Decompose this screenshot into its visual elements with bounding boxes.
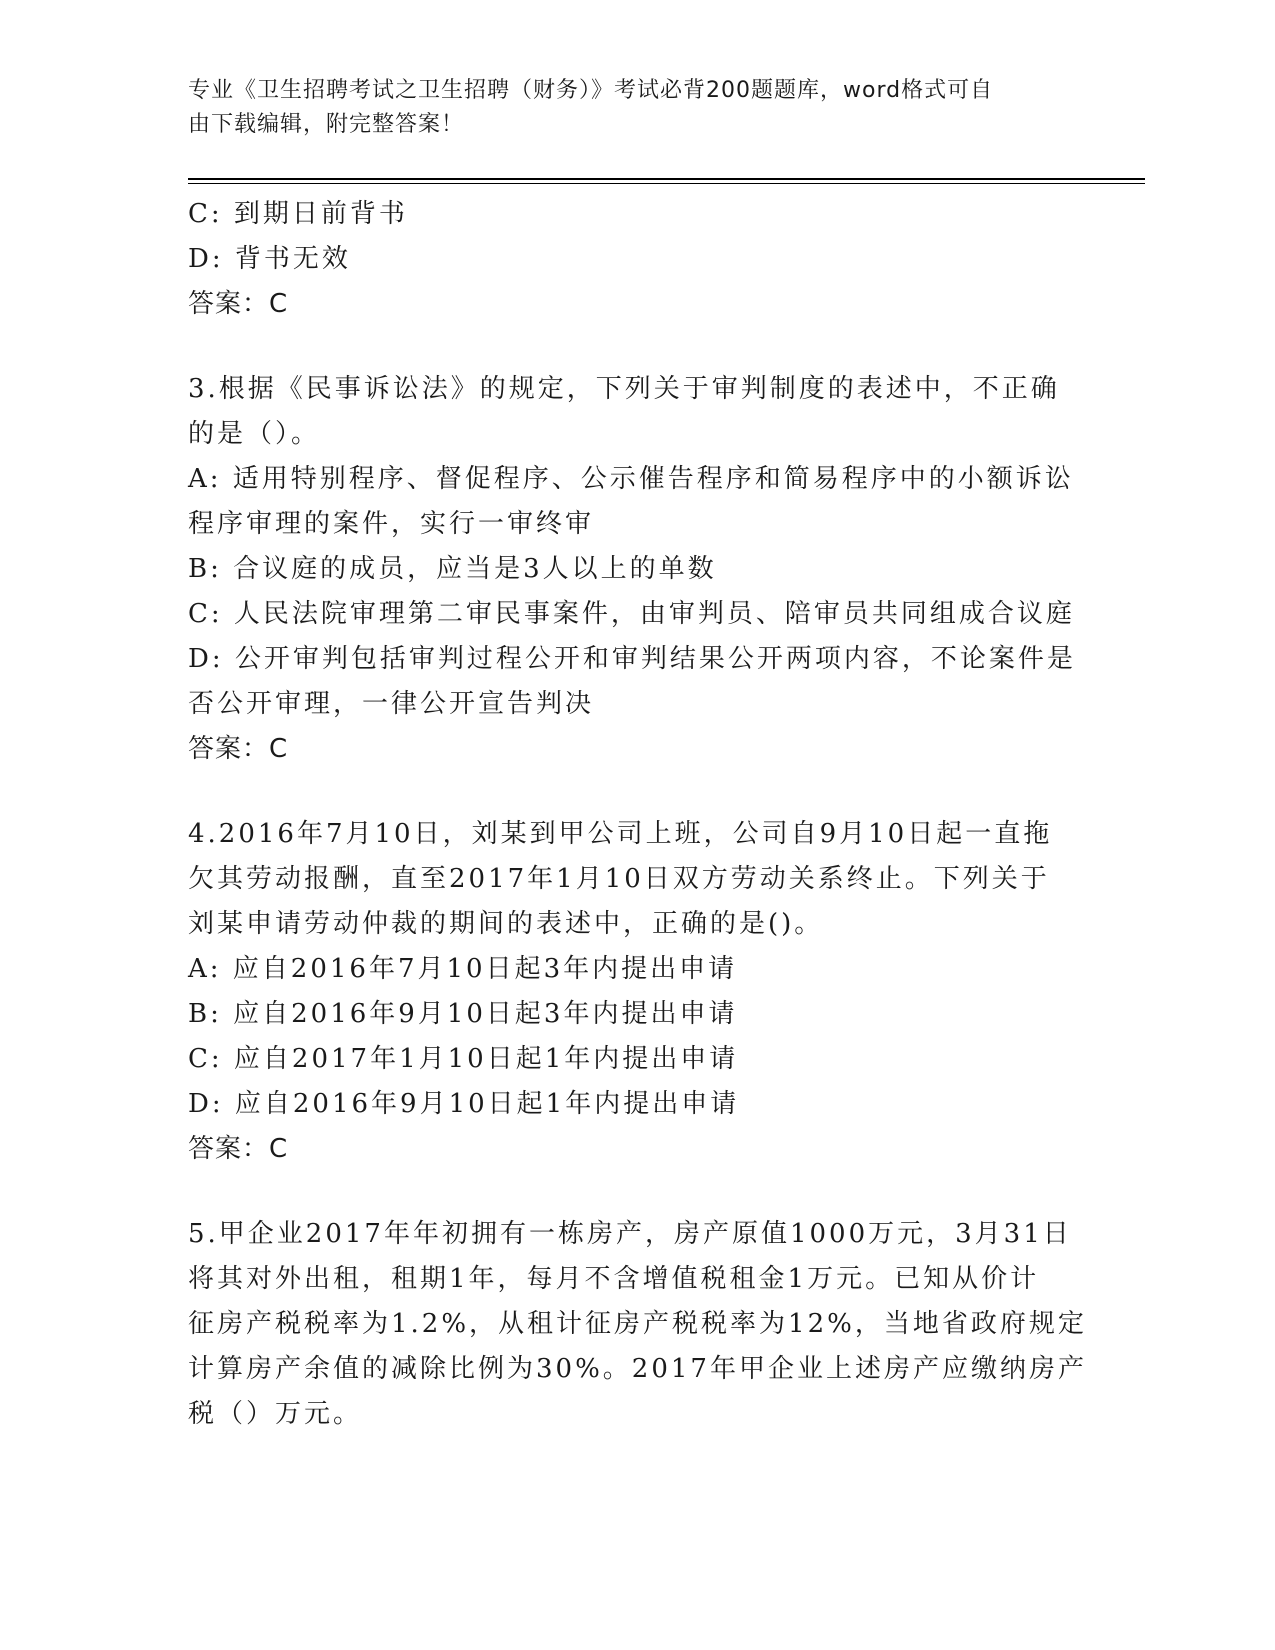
option-d: D: 应自2016年9月10日起1年内提出申请 [188, 1089, 740, 1119]
option-c: C: 应自2017年1月10日起1年内提出申请 [188, 1044, 739, 1074]
answer: 答案：C [188, 1134, 289, 1164]
option-b: B: 应自2016年9月10日起3年内提出申请 [188, 999, 738, 1029]
option-c: C: 到期日前背书 [188, 199, 408, 229]
question-4 [188, 812, 1068, 1172]
question-stem: 的是（）。 [188, 419, 321, 449]
option-b: B: 合议庭的成员，应当是3人以上的单数 [188, 554, 717, 584]
answer: 答案：C [188, 734, 289, 764]
question-5 [188, 1212, 1087, 1437]
question-stem: 计算房产余值的减除比例为30%。2017年甲企业上述房产应缴纳房产 [188, 1354, 1087, 1384]
option-a: 程序审理的案件，实行一审终审 [188, 509, 595, 539]
question-stem: 欠其劳动报酬，直至2017年1月10日双方劳动关系终止。下列关于 [188, 864, 1050, 894]
option-a: A: 适用特别程序、督促程序、公示催告程序和简易程序中的小额诉讼 [188, 464, 1074, 494]
option-c: C: 人民法院审理第二审民事案件，由审判员、陪审员共同组成合议庭 [188, 599, 1075, 629]
page-header [188, 74, 1068, 142]
question-stem: 3.根据《民事诉讼法》的规定，下列关于审判制度的表述中，不正确 [188, 374, 1060, 404]
option-a: A: 应自2016年7月10日起3年内提出申请 [188, 954, 738, 984]
option-d: 否公开审理，一律公开宣告判决 [188, 689, 595, 719]
question-2-continued [188, 192, 1068, 327]
option-d: D: 公开审判包括审判过程公开和审判结果公开两项内容，不论案件是 [188, 644, 1076, 674]
header-line: 专业《卫生招聘考试之卫生招聘（财务）》考试必背200题题库，word格式可自 [188, 78, 994, 103]
question-stem: 征房产税税率为1.2%，从租计征房产税税率为12%，当地省政府规定 [188, 1309, 1087, 1339]
header-line: 由下载编辑，附完整答案！ [188, 112, 465, 137]
header-divider [188, 178, 1145, 180]
option-d: D: 背书无效 [188, 244, 351, 274]
question-stem: 5.甲企业2017年年初拥有一栋房产，房产原值1000万元，3月31日 [188, 1219, 1072, 1249]
question-stem: 将其对外出租，租期1年，每月不含增值税租金1万元。已知从价计 [188, 1264, 1040, 1294]
question-3 [188, 367, 1076, 772]
question-stem: 4.2016年7月10日，刘某到甲公司上班，公司自9月10日起一直拖 [188, 819, 1053, 849]
question-content [188, 192, 1087, 1437]
question-stem: 刘某申请劳动仲裁的期间的表述中，正确的是()。 [188, 909, 824, 939]
answer: 答案：C [188, 289, 289, 319]
question-stem: 税（）万元。 [188, 1399, 363, 1429]
header-divider [188, 183, 1145, 184]
